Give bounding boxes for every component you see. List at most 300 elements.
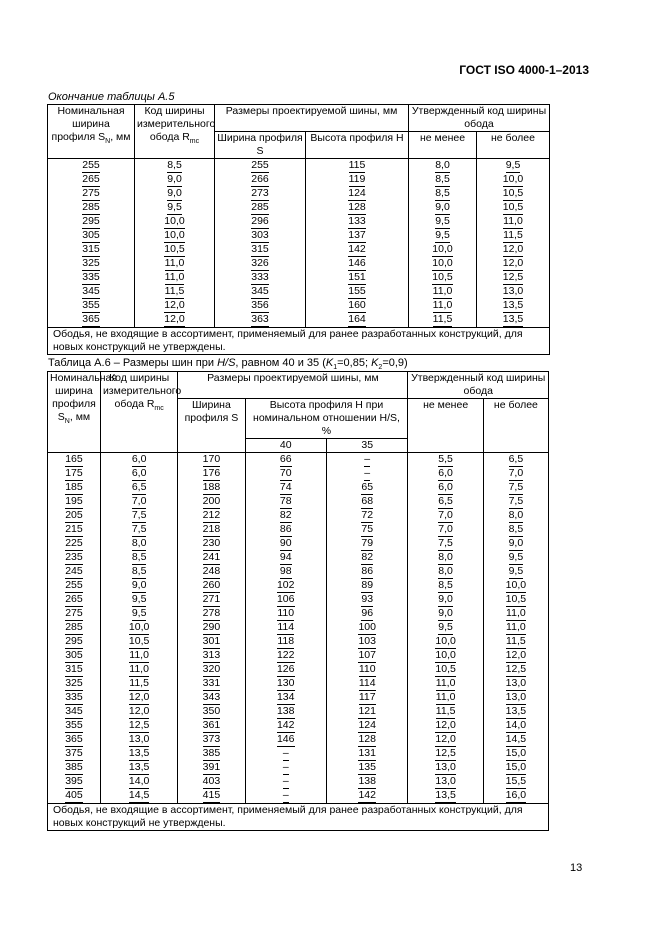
table-cell: 185 xyxy=(48,481,101,495)
table-cell: 8,0 xyxy=(100,537,177,551)
table-cell: 10,0 xyxy=(409,257,477,271)
table-cell: 11,5 xyxy=(100,677,177,691)
table-cell: 72 xyxy=(326,509,407,523)
table-cell: 10,0 xyxy=(477,173,550,187)
table-cell: 6,0 xyxy=(408,481,483,495)
table-cell: 290 xyxy=(178,621,245,635)
table-cell: 6,0 xyxy=(408,467,483,481)
table-cell: 11,0 xyxy=(135,257,215,271)
table-cell: 343 xyxy=(178,691,245,705)
table-cell: 333 xyxy=(215,271,306,285)
table-cell: 11,0 xyxy=(408,691,483,705)
table-cell: 273 xyxy=(215,187,306,201)
table-row xyxy=(48,789,549,804)
table-cell: 110 xyxy=(245,607,326,621)
table-row xyxy=(48,705,549,719)
table-cell: 255 xyxy=(215,159,306,174)
table-row xyxy=(48,285,550,299)
table-cell: 10,5 xyxy=(409,271,477,285)
table-row xyxy=(48,201,550,215)
table-cell: 285 xyxy=(215,201,306,215)
table-cell: 11,0 xyxy=(409,285,477,299)
table-cell: 12,0 xyxy=(100,705,177,719)
table-cell: 415 xyxy=(178,789,245,804)
table-row xyxy=(48,453,549,468)
table-cell: 200 xyxy=(178,495,245,509)
table-cell: 326 xyxy=(215,257,306,271)
table-cell: 124 xyxy=(306,187,409,201)
page-number: 13 xyxy=(570,862,583,874)
table-cell: 137 xyxy=(306,229,409,243)
table-cell: 15,0 xyxy=(483,761,548,775)
table-cell: 9,5 xyxy=(100,607,177,621)
table-cell: 9,5 xyxy=(100,593,177,607)
table-cell: 89 xyxy=(326,579,407,593)
table-cell: 8,5 xyxy=(408,579,483,593)
table-cell: 295 xyxy=(48,635,101,649)
table-row xyxy=(48,159,550,174)
table-cell: 175 xyxy=(48,467,101,481)
table-cell: 121 xyxy=(326,705,407,719)
table-row xyxy=(48,271,550,285)
table-cell: 11,0 xyxy=(100,663,177,677)
document-header: ГОСТ ISO 4000-1–2013 xyxy=(459,63,589,77)
table-cell: 82 xyxy=(326,551,407,565)
col-header-max: не более xyxy=(477,132,550,159)
table-cell: 13,0 xyxy=(483,691,548,705)
table-cell: 8,5 xyxy=(100,565,177,579)
table-cell: 305 xyxy=(48,229,135,243)
table-cell: 11,0 xyxy=(483,607,548,621)
table-cell: 266 xyxy=(215,173,306,187)
table-cell: 403 xyxy=(178,775,245,789)
table-cell: 365 xyxy=(48,313,135,328)
table-cell: 14,0 xyxy=(100,775,177,789)
table-cell: 7,0 xyxy=(483,467,548,481)
table-cell: 110 xyxy=(326,663,407,677)
table-cell: 212 xyxy=(178,509,245,523)
table-cell: 10,0 xyxy=(135,229,215,243)
table-cell: 160 xyxy=(306,299,409,313)
table-cell: 126 xyxy=(245,663,326,677)
table-row xyxy=(48,467,549,481)
table-row xyxy=(48,299,550,313)
table-cell: 114 xyxy=(245,621,326,635)
table-cell: 11,5 xyxy=(409,313,477,328)
table-row xyxy=(48,621,549,635)
table-cell: 13,5 xyxy=(408,789,483,804)
table-cell: 8,0 xyxy=(483,509,548,523)
col-header-40: 40 xyxy=(245,439,326,453)
table-cell: 74 xyxy=(245,481,326,495)
table-cell: 142 xyxy=(245,719,326,733)
table-cell: 9,5 xyxy=(135,201,215,215)
table-cell: – xyxy=(245,747,326,761)
table-cell: 86 xyxy=(326,565,407,579)
table-cell: 9,5 xyxy=(409,215,477,229)
table-cell: 325 xyxy=(48,677,101,691)
col-header-width-s: Ширина профиля S xyxy=(178,399,245,453)
table-cell: 13,0 xyxy=(100,733,177,747)
table2-footnote: Ободья, не входящие в ассортимент, применяемый для ранее разработанных конструкций, для новых конструкций не утверждены. xyxy=(48,804,549,831)
table-cell: 365 xyxy=(48,733,101,747)
table-cell: 12,5 xyxy=(483,663,548,677)
table-cell: 8,5 xyxy=(135,159,215,174)
table-cell: 7,5 xyxy=(100,509,177,523)
table-cell: 345 xyxy=(48,285,135,299)
table-row xyxy=(48,313,550,328)
table-cell: 245 xyxy=(48,565,101,579)
table2-caption: Таблица А.6 – Размеры шин при H/S, равном 40 и 35 ($K_1=0,85$; $K_2=0,9$) xyxy=(48,357,408,372)
table-cell: 9,0 xyxy=(483,537,548,551)
table-cell: 10,0 xyxy=(100,621,177,635)
table-cell: 14,5 xyxy=(483,733,548,747)
table-cell: 305 xyxy=(48,649,101,663)
table-cell: 128 xyxy=(326,733,407,747)
table-cell: 285 xyxy=(48,201,135,215)
table-cell: 66 xyxy=(245,453,326,468)
table-cell: 15,0 xyxy=(483,747,548,761)
table-cell: 9,0 xyxy=(408,607,483,621)
table-cell: 275 xyxy=(48,187,135,201)
table-cell: 315 xyxy=(215,243,306,257)
table-cell: 79 xyxy=(326,537,407,551)
table-cell: 265 xyxy=(48,173,135,187)
table-cell: 12,0 xyxy=(477,243,550,257)
table-cell: 128 xyxy=(306,201,409,215)
table-cell: 6,5 xyxy=(483,453,548,468)
table-cell: 11,5 xyxy=(135,285,215,299)
table-cell: 375 xyxy=(48,747,101,761)
table-cell: 68 xyxy=(326,495,407,509)
table-cell: 10,0 xyxy=(408,635,483,649)
table-cell: 11,0 xyxy=(408,677,483,691)
table-cell: 14,0 xyxy=(483,719,548,733)
table-cell: 12,0 xyxy=(100,691,177,705)
col-header-design-dims: Размеры проектируемой шины, мм xyxy=(178,372,408,399)
table-cell: 315 xyxy=(48,243,135,257)
table-cell: 13,0 xyxy=(483,677,548,691)
table1-caption: Окончание таблицы А.5 xyxy=(48,91,175,103)
table-row xyxy=(48,649,549,663)
table-cell: 13,0 xyxy=(408,761,483,775)
table-cell: 8,5 xyxy=(483,523,548,537)
table-cell: 195 xyxy=(48,495,101,509)
table-cell: 295 xyxy=(48,215,135,229)
table-cell: 9,0 xyxy=(408,593,483,607)
col-header-design-dims: Размеры проектируемой шины, мм xyxy=(215,105,409,132)
table-row xyxy=(48,243,550,257)
table-cell: 70 xyxy=(245,467,326,481)
table-cell: 10,5 xyxy=(100,635,177,649)
table-cell: 138 xyxy=(326,775,407,789)
table-cell: 265 xyxy=(48,593,101,607)
table-cell: 8,0 xyxy=(408,565,483,579)
table-cell: 7,0 xyxy=(100,495,177,509)
table-cell: 11,5 xyxy=(408,705,483,719)
table-cell: 13,5 xyxy=(477,299,550,313)
table-cell: 11,0 xyxy=(483,621,548,635)
table-cell: 12,5 xyxy=(477,271,550,285)
table-cell: – xyxy=(326,453,407,468)
col-header-height-h: Высота профиля H при номинальном отношении H/S, % xyxy=(245,399,408,439)
table-cell: 7,5 xyxy=(408,537,483,551)
table-cell: 7,5 xyxy=(100,523,177,537)
table-cell: 96 xyxy=(326,607,407,621)
table-row xyxy=(48,579,549,593)
table-cell: 146 xyxy=(306,257,409,271)
table-cell: 325 xyxy=(48,257,135,271)
table-cell: 9,5 xyxy=(408,621,483,635)
table-cell: 115 xyxy=(306,159,409,174)
table-cell: 12,0 xyxy=(135,313,215,328)
table-cell: 335 xyxy=(48,271,135,285)
table-cell: 241 xyxy=(178,551,245,565)
table-row xyxy=(48,607,549,621)
table-cell: 12,0 xyxy=(477,257,550,271)
table-cell: 170 xyxy=(178,453,245,468)
table-cell: 12,0 xyxy=(135,299,215,313)
table-cell: 6,0 xyxy=(100,467,177,481)
table-cell: 12,0 xyxy=(483,649,548,663)
table-cell: 12,0 xyxy=(408,719,483,733)
table-row xyxy=(48,215,550,229)
table-cell: 12,0 xyxy=(408,733,483,747)
table-row xyxy=(48,257,550,271)
table-cell: 361 xyxy=(178,719,245,733)
table-row xyxy=(48,551,549,565)
table1-footnote: Ободья, не входящие в ассортимент, применяемый для ранее разработанных конструкций, для новых конструкций не утверждены. xyxy=(48,328,550,355)
table-cell: 176 xyxy=(178,467,245,481)
table-cell: 335 xyxy=(48,691,101,705)
table-cell: 8,5 xyxy=(409,187,477,201)
table-row xyxy=(48,565,549,579)
table-cell: 13,0 xyxy=(408,775,483,789)
table-cell: 355 xyxy=(48,299,135,313)
table-cell: 117 xyxy=(326,691,407,705)
table-cell: 205 xyxy=(48,509,101,523)
table-cell: 8,0 xyxy=(409,159,477,174)
table-cell: 6,0 xyxy=(100,453,177,468)
table-cell: 188 xyxy=(178,481,245,495)
table-cell: 248 xyxy=(178,565,245,579)
col-header-width-s: Ширина профиля S xyxy=(215,132,306,159)
table1-body xyxy=(48,159,550,328)
table-cell: 320 xyxy=(178,663,245,677)
table-row xyxy=(48,775,549,789)
table-cell: 8,5 xyxy=(100,551,177,565)
table-cell: 106 xyxy=(245,593,326,607)
col-header-height-h: Высота профиля H xyxy=(306,132,409,159)
table-cell: 131 xyxy=(326,747,407,761)
table-cell: 12,5 xyxy=(100,719,177,733)
table-cell: 8,5 xyxy=(409,173,477,187)
table-cell: 138 xyxy=(245,705,326,719)
table-cell: 10,5 xyxy=(483,593,548,607)
table-cell: – xyxy=(326,467,407,481)
col-header-nominal-width: Номинальная ширина профиля $S_N$, мм xyxy=(48,105,135,159)
table-row xyxy=(48,691,549,705)
table-cell: 75 xyxy=(326,523,407,537)
col-header-approved-rim: Утвержденный код ширины обода xyxy=(408,372,549,399)
table-cell: 135 xyxy=(326,761,407,775)
table-cell: 255 xyxy=(48,159,135,174)
table-cell: 255 xyxy=(48,579,101,593)
table-cell: 9,0 xyxy=(135,173,215,187)
table-cell: 78 xyxy=(245,495,326,509)
table-row xyxy=(48,677,549,691)
table-cell: 7,0 xyxy=(408,523,483,537)
table-cell: 225 xyxy=(48,537,101,551)
table-cell: 271 xyxy=(178,593,245,607)
table-cell: 86 xyxy=(245,523,326,537)
table-row xyxy=(48,229,550,243)
table-cell: 10,5 xyxy=(477,187,550,201)
table-cell: 82 xyxy=(245,509,326,523)
table-cell: 134 xyxy=(245,691,326,705)
table-row xyxy=(48,593,549,607)
table-cell: 11,5 xyxy=(483,635,548,649)
table-a5-end xyxy=(47,104,550,355)
table-cell: 11,0 xyxy=(135,271,215,285)
table-cell: 13,5 xyxy=(483,705,548,719)
table-cell: 9,0 xyxy=(409,201,477,215)
table-cell: 100 xyxy=(326,621,407,635)
table-cell: 385 xyxy=(48,761,101,775)
table-cell: 345 xyxy=(48,705,101,719)
table-cell: 155 xyxy=(306,285,409,299)
table-cell: 164 xyxy=(306,313,409,328)
col-header-rim-code: Код ширины измерительного обода $R_{mc}$ xyxy=(135,105,215,159)
table-cell: 275 xyxy=(48,607,101,621)
table-row xyxy=(48,495,549,509)
table-cell: 6,5 xyxy=(408,495,483,509)
table-cell: 363 xyxy=(215,313,306,328)
table-cell: 6,5 xyxy=(100,481,177,495)
table-cell: 356 xyxy=(215,299,306,313)
table-cell: 65 xyxy=(326,481,407,495)
table-row xyxy=(48,733,549,747)
table-cell: 15,5 xyxy=(483,775,548,789)
table-cell: 13,5 xyxy=(100,761,177,775)
table-cell: 119 xyxy=(306,173,409,187)
table-row xyxy=(48,761,549,775)
table-cell: 230 xyxy=(178,537,245,551)
table-cell: 235 xyxy=(48,551,101,565)
table-cell: 313 xyxy=(178,649,245,663)
table-cell: 301 xyxy=(178,635,245,649)
table-cell: 124 xyxy=(326,719,407,733)
table-cell: 122 xyxy=(245,649,326,663)
table-cell: 11,0 xyxy=(409,299,477,313)
table-cell: 12,5 xyxy=(408,747,483,761)
table-cell: 165 xyxy=(48,453,101,468)
table-row xyxy=(48,187,550,201)
table-cell: 7,5 xyxy=(483,481,548,495)
table-cell: 118 xyxy=(245,635,326,649)
col-header-35: 35 xyxy=(326,439,407,453)
table-cell: 5,5 xyxy=(408,453,483,468)
col-header-max: не более xyxy=(483,399,548,453)
table2-body xyxy=(48,453,549,804)
col-header-min: не менее xyxy=(409,132,477,159)
table-cell: 345 xyxy=(215,285,306,299)
table-cell: 13,5 xyxy=(100,747,177,761)
table-cell: 11,0 xyxy=(477,215,550,229)
table-cell: 142 xyxy=(306,243,409,257)
table-cell: 9,5 xyxy=(483,551,548,565)
table-cell: 331 xyxy=(178,677,245,691)
table-row xyxy=(48,537,549,551)
table-cell: 13,5 xyxy=(477,313,550,328)
table-cell: 260 xyxy=(178,579,245,593)
table-cell: 107 xyxy=(326,649,407,663)
table-cell: 9,0 xyxy=(100,579,177,593)
table-cell: – xyxy=(245,775,326,789)
table-cell: 11,5 xyxy=(477,229,550,243)
table-cell: 90 xyxy=(245,537,326,551)
table-cell: 355 xyxy=(48,719,101,733)
table-cell: 10,0 xyxy=(409,243,477,257)
table-row xyxy=(48,509,549,523)
table-cell: 98 xyxy=(245,565,326,579)
table-cell: 9,5 xyxy=(483,565,548,579)
table-cell: 10,5 xyxy=(408,663,483,677)
table-cell: 10,0 xyxy=(408,649,483,663)
table-row xyxy=(48,481,549,495)
table-cell: 10,0 xyxy=(135,215,215,229)
table-cell: 10,5 xyxy=(477,201,550,215)
table-cell: 146 xyxy=(245,733,326,747)
table-cell: 7,5 xyxy=(483,495,548,509)
table-cell: 350 xyxy=(178,705,245,719)
table-cell: 10,5 xyxy=(135,243,215,257)
table-cell: 405 xyxy=(48,789,101,804)
table-cell: 102 xyxy=(245,579,326,593)
table-cell: 130 xyxy=(245,677,326,691)
table-cell: – xyxy=(245,789,326,804)
table-row xyxy=(48,719,549,733)
table-cell: 303 xyxy=(215,229,306,243)
table-row xyxy=(48,173,550,187)
table-cell: 373 xyxy=(178,733,245,747)
table-cell: 7,0 xyxy=(408,509,483,523)
table-cell: 133 xyxy=(306,215,409,229)
table-cell: 10,0 xyxy=(483,579,548,593)
table-cell: 8,0 xyxy=(408,551,483,565)
table-cell: 215 xyxy=(48,523,101,537)
table-cell: 395 xyxy=(48,775,101,789)
table-cell: 14,5 xyxy=(100,789,177,804)
col-header-approved-rim: Утвержденный код ширины обода xyxy=(409,105,550,132)
table-cell: 11,0 xyxy=(100,649,177,663)
table-cell: 391 xyxy=(178,761,245,775)
table-cell: 385 xyxy=(178,747,245,761)
table-cell: – xyxy=(245,761,326,775)
table-row xyxy=(48,523,549,537)
table-cell: 9,5 xyxy=(477,159,550,174)
table-cell: 114 xyxy=(326,677,407,691)
table-row xyxy=(48,635,549,649)
table-cell: 9,0 xyxy=(135,187,215,201)
table-row xyxy=(48,747,549,761)
table-cell: 103 xyxy=(326,635,407,649)
table-cell: 285 xyxy=(48,621,101,635)
col-header-nominal-width: Номинальная ширина профиля $S_N$, мм xyxy=(48,372,101,453)
table-cell: 296 xyxy=(215,215,306,229)
table-row xyxy=(48,663,549,677)
table-cell: 151 xyxy=(306,271,409,285)
